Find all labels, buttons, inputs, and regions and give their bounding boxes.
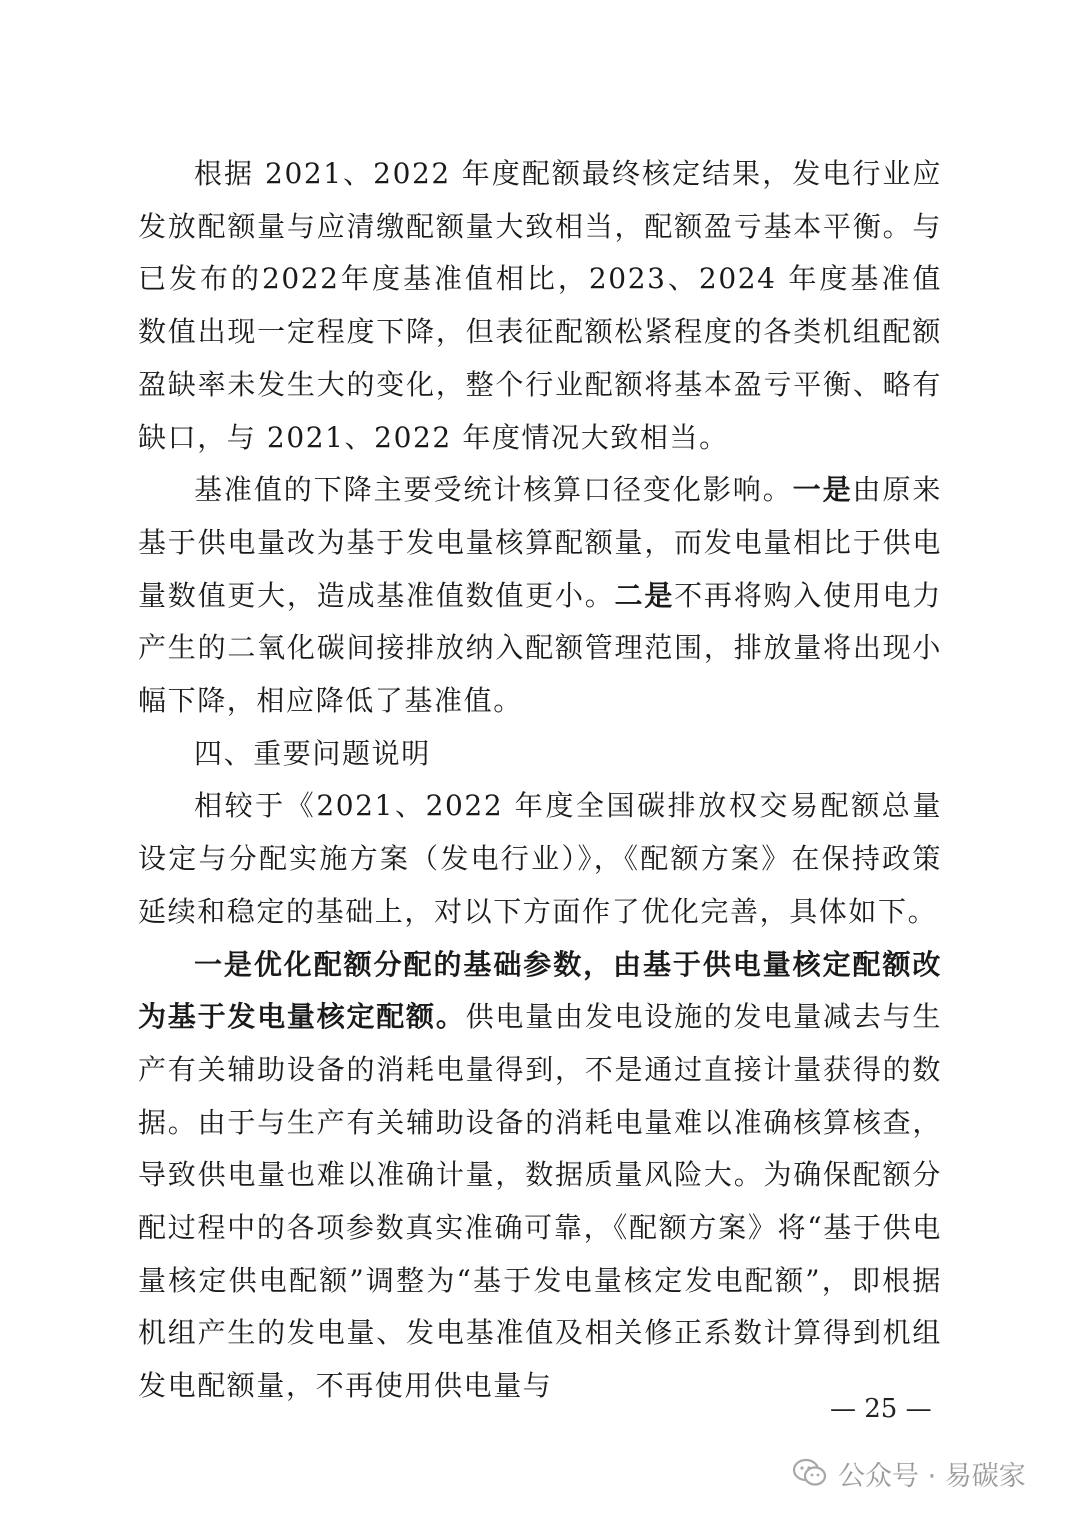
paragraph-text: 不再将购入使用电力产生的二氧化碳间接排放纳入配额管理范围，排放量将出现小幅下降，相应降低了基准值。 [138,578,942,718]
paragraph-comparison: 相较于《2021、2022 年度全国碳排放权交易配额总量设定与分配实施方案（发电行业）》，《配额方案》在保持政策延续和稳定的基础上，对以下方面作了优化完善，具体如下。 [138,789,942,928]
page-number: — 25 — [830,1394,932,1424]
paragraph-quota-results: 根据 2021、2022 年度配额最终核定结果，发电行业应发放配额量与应清缴配额量大致相当，配额盈亏基本平衡。与已发布的2022年度基准值相比，2023、2024 年度基准值数值出现一定程度下降，但表征配额松紧程度的各类机组配额盈缺率未发生大的变化，整个行业配额将基本盈亏平衡、略有缺口，与 2021、2022 年度情况大致相当。 [138,157,942,454]
section-heading: 四、重要问题说明 [194,736,431,770]
bold-second-point: 二是 [614,578,675,612]
wechat-icon [792,1458,828,1488]
paragraph-text: 供电量由发电设施的发电量减去与生产有关辅助设备的消耗电量得到，不是通过直接计量获得的数据。由于与生产有关辅助设备的消耗电量难以准确核算核查，导致供电量也难以准确计量，数据质量风险大。为确保配额分配过程中的各项参数真实准确可靠，《配额方案》将“基于供电量核定供电配额”调整为“基于发电量核定发电配额”，即根据机组产生的发电量、发电基准值及相关修正系数计算得到机组发电配额量，不再使用供电量与 [138,1000,942,1403]
paragraph-text: 由原来基于供电量改为基于发电量核算配额量，而发电量相比于供电量数值更大，造成基准值数值更小。 [138,473,942,612]
paragraph-benchmark-decline [138,464,942,728]
bold-lead-sentence: 一是优化配额分配的基础参数，由基于供电量核定配额改为基于发电量核定配额。 [138,947,942,1034]
paragraph-optimization [138,939,942,1413]
watermark-text: 公众号 · 易碳家 [838,1460,1026,1492]
bold-first-point: 一是 [792,473,853,507]
wechat-watermark [792,1451,1026,1495]
paragraph-text: 基准值的下降主要受统计核算口径变化影响。 [194,473,793,507]
document-page [138,148,942,1413]
